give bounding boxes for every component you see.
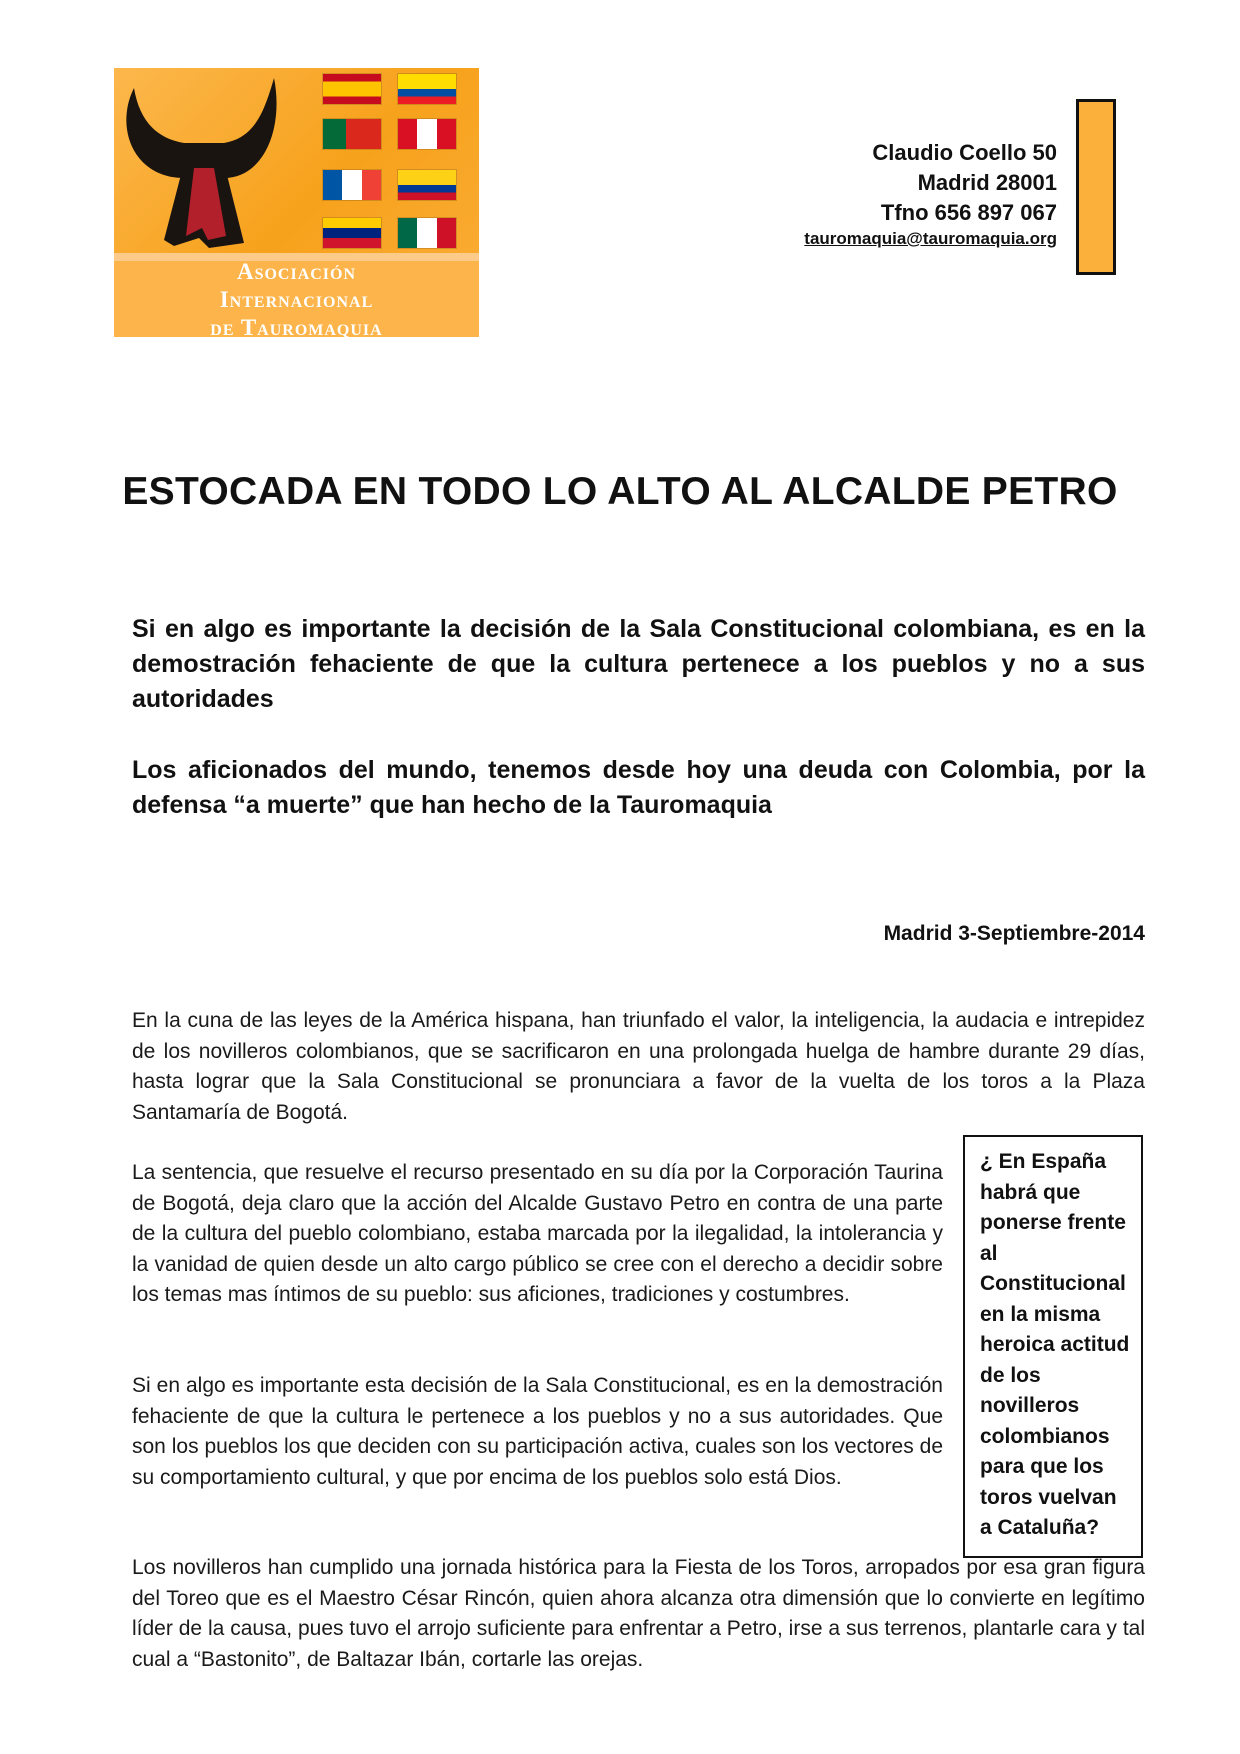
body-paragraph-3: Si en algo es importante esta decisión de la Sala Constitucional, es en la demostración fehaciente de que la cultura le pertenece a los pueblos y no a sus autoridades. Que son los pueblos los que deciden con su participación activa, cuales son los vectores de su comportamiento cultural, y que por encima de los pueblos solo está Dios. [132, 1374, 943, 1489]
portugal-flag [323, 119, 381, 149]
france-flag [323, 170, 381, 200]
email-link[interactable]: tauromaquia@tauromaquia.org [804, 229, 1057, 248]
body-paragraph-4: Los novilleros han cumplido una jornada histórica para la Fiesta de los Toros, arropados por esa gran figura del Toreo que es el Maestro César Rincón, quien ahora alcanza otra dimensión que lo convierte en legítimo líder de la causa, pues tuvo el arrojo suficiente para enfrentar a Petro, irse a sus terrenos, plantarle cara y tal cual a “Bastonito”, de Baltazar Ibán, cortarle las orejas. [132, 1556, 1145, 1671]
decorative-orange-bar [1076, 99, 1116, 275]
body-paragraph-2: La sentencia, que resuelve el recurso presentado en su día por la Corporación Taurina de Bogotá, deja claro que la acción del Alcalde Gustavo Petro en contra de una parte de la cultura del pueblo colombiano, estaba marcada por la ilegalidad, la intolerancia y la vanidad de quien desde un alto cargo público se cree con el derecho a decidir sobre los temas mas íntimos de su pueblo: sus aficiones, tradiciones y costumbres. [132, 1161, 943, 1306]
sidebar-question-box [963, 1135, 1143, 1558]
venezuela-flag [323, 218, 381, 248]
spain-flag [323, 74, 381, 104]
address-city: Madrid 28001 [917, 170, 1057, 195]
address-street: Claudio Coello 50 [872, 140, 1057, 165]
colombia-flag [398, 170, 456, 200]
sidebar-question-text: ¿ En España habrá que ponerse frente al Constitucional en la misma heroica actitud de los novilleros colombianos para que los toros vuelvan a Cataluña? [980, 1150, 1130, 1539]
lead-paragraph-1: Si en algo es importante la decisión de la Sala Constitucional colombiana, es en la demostración fehaciente de que la cultura pertenece a los pueblos y no a sus autoridades [132, 615, 1145, 713]
association-logo [114, 68, 479, 340]
peru-flag [398, 119, 456, 149]
address-phone: Tfno 656 897 067 [880, 200, 1057, 225]
logo-name-line-3: de Tauromaquia [210, 315, 383, 340]
ecuador-flag [398, 74, 456, 104]
contact-address [804, 138, 1057, 250]
document-date: Madrid 3-Septiembre-2014 [883, 922, 1145, 945]
body-paragraph-1: En la cuna de las leyes de la América hispana, han triunfado el valor, la inteligencia, la audacia e intrepidez de los novilleros colombianos, que se sacrificaron en una prolongada huelga de hambre durante 29 días, hasta lograr que la Sala Constitucional se pronunciara a favor de la vuelta de los toros a la Plaza Santamaría de Bogotá. [132, 1009, 1145, 1124]
lead-paragraph-2: Los aficionados del mundo, tenemos desde hoy una deuda con Colombia, por la defensa “a muerte” que han hecho de la Tauromaquia [132, 756, 1145, 819]
bull-horns-cape-icon [114, 68, 294, 253]
logo-name-line-1: Asociación [236, 259, 357, 284]
document-title: ESTOCADA EN TODO LO ALTO AL ALCALDE PETRO [122, 470, 1118, 513]
logo-name-line-2: Internacional [219, 287, 374, 312]
mexico-flag [398, 218, 456, 248]
logo-name [114, 258, 479, 342]
